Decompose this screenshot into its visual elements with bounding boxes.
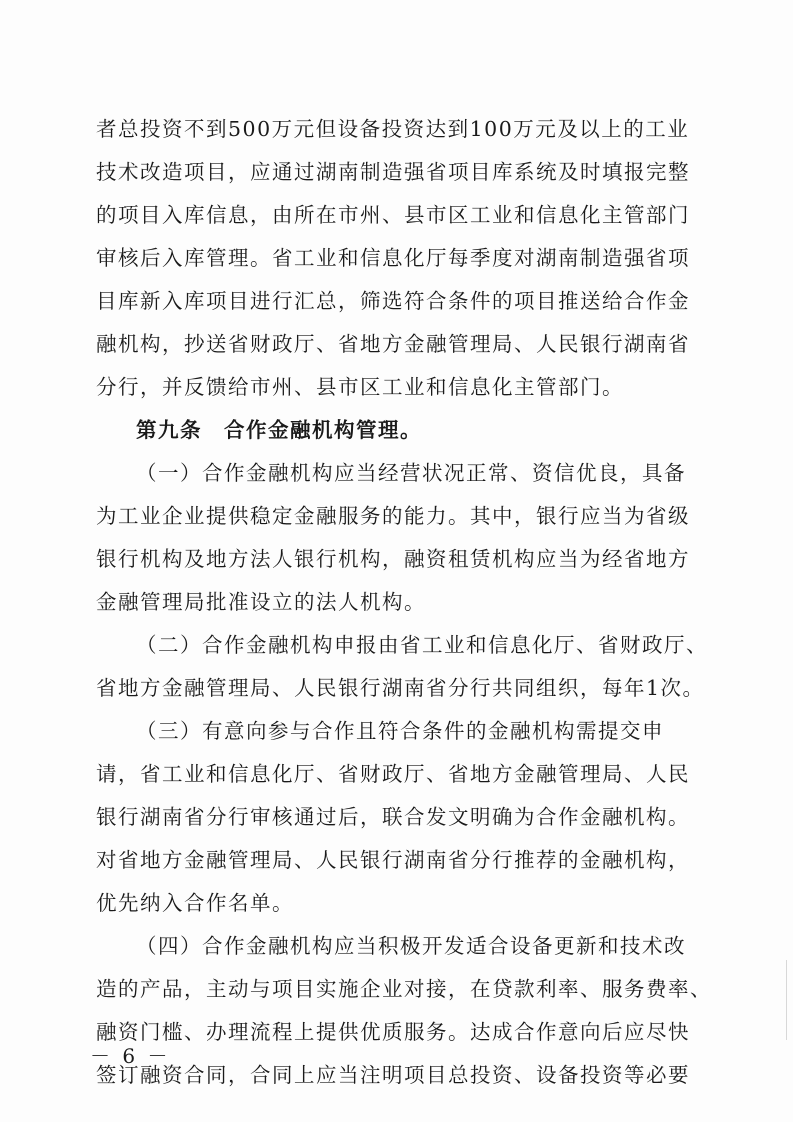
text-line: 融机构，抄送省财政厅、省地方金融管理局、人民银行湖南省 [96,332,690,356]
page-number: － 6 － [90,1044,171,1068]
scan-edge-mark [786,960,787,1040]
text-line: 审核后入库管理。省工业和信息化厅每季度对湖南制造强省项 [96,246,690,270]
text-line: 对省地方金融管理局、人民银行湖南省分行推荐的金融机构， [96,848,690,872]
text-line: 者总投资不到500万元但设备投资达到100万元及以上的工业 [96,117,690,141]
text-line: （一）合作金融机构应当经营状况正常、资信优良，具备 [136,461,686,485]
text-line: 签订融资合同，合同上应当注明项目总投资、设备投资等必要 [96,1063,690,1087]
text-line: 银行机构及地方法人银行机构，融资租赁机构应当为经省地方 [96,547,690,571]
text-line: （四）合作金融机构应当积极开发适合设备更新和技术改 [136,934,686,958]
text-line: 为工业企业提供稳定金融服务的能力。其中，银行应当为省级 [96,504,690,528]
article-heading: 第九条 合作金融机构管理。 [136,418,422,442]
text-line: 目库新入库项目进行汇总，筛选符合条件的项目推送给合作金 [96,289,690,313]
text-line: 融资门槛、办理流程上提供优质服务。达成合作意向后应尽快 [96,1020,690,1044]
text-line: 造的产品，主动与项目实施企业对接，在贷款利率、服务费率、 [96,977,712,1001]
text-line: 技术改造项目，应通过湖南制造强省项目库系统及时填报完整 [96,160,690,184]
text-line: 金融管理局批准设立的法人机构。 [96,590,426,614]
text-line: 省地方金融管理局、人民银行湖南省分行共同组织，每年1次。 [96,676,705,700]
text-line: 优先纳入合作名单。 [96,891,294,915]
text-line: 银行湖南省分行审核通过后，联合发文明确为合作金融机构。 [96,805,690,829]
text-line: （三）有意向参与合作且符合条件的金融机构需提交申 [136,719,664,743]
text-line: 分行，并反馈给市州、县市区工业和信息化主管部门。 [96,375,624,399]
text-line: 请，省工业和信息化厅、省财政厅、省地方金融管理局、人民 [96,762,690,786]
text-line: 的项目入库信息，由所在市州、县市区工业和信息化主管部门 [96,203,690,227]
text-line: （二）合作金融机构申报由省工业和信息化厅、省财政厅、 [136,633,708,657]
